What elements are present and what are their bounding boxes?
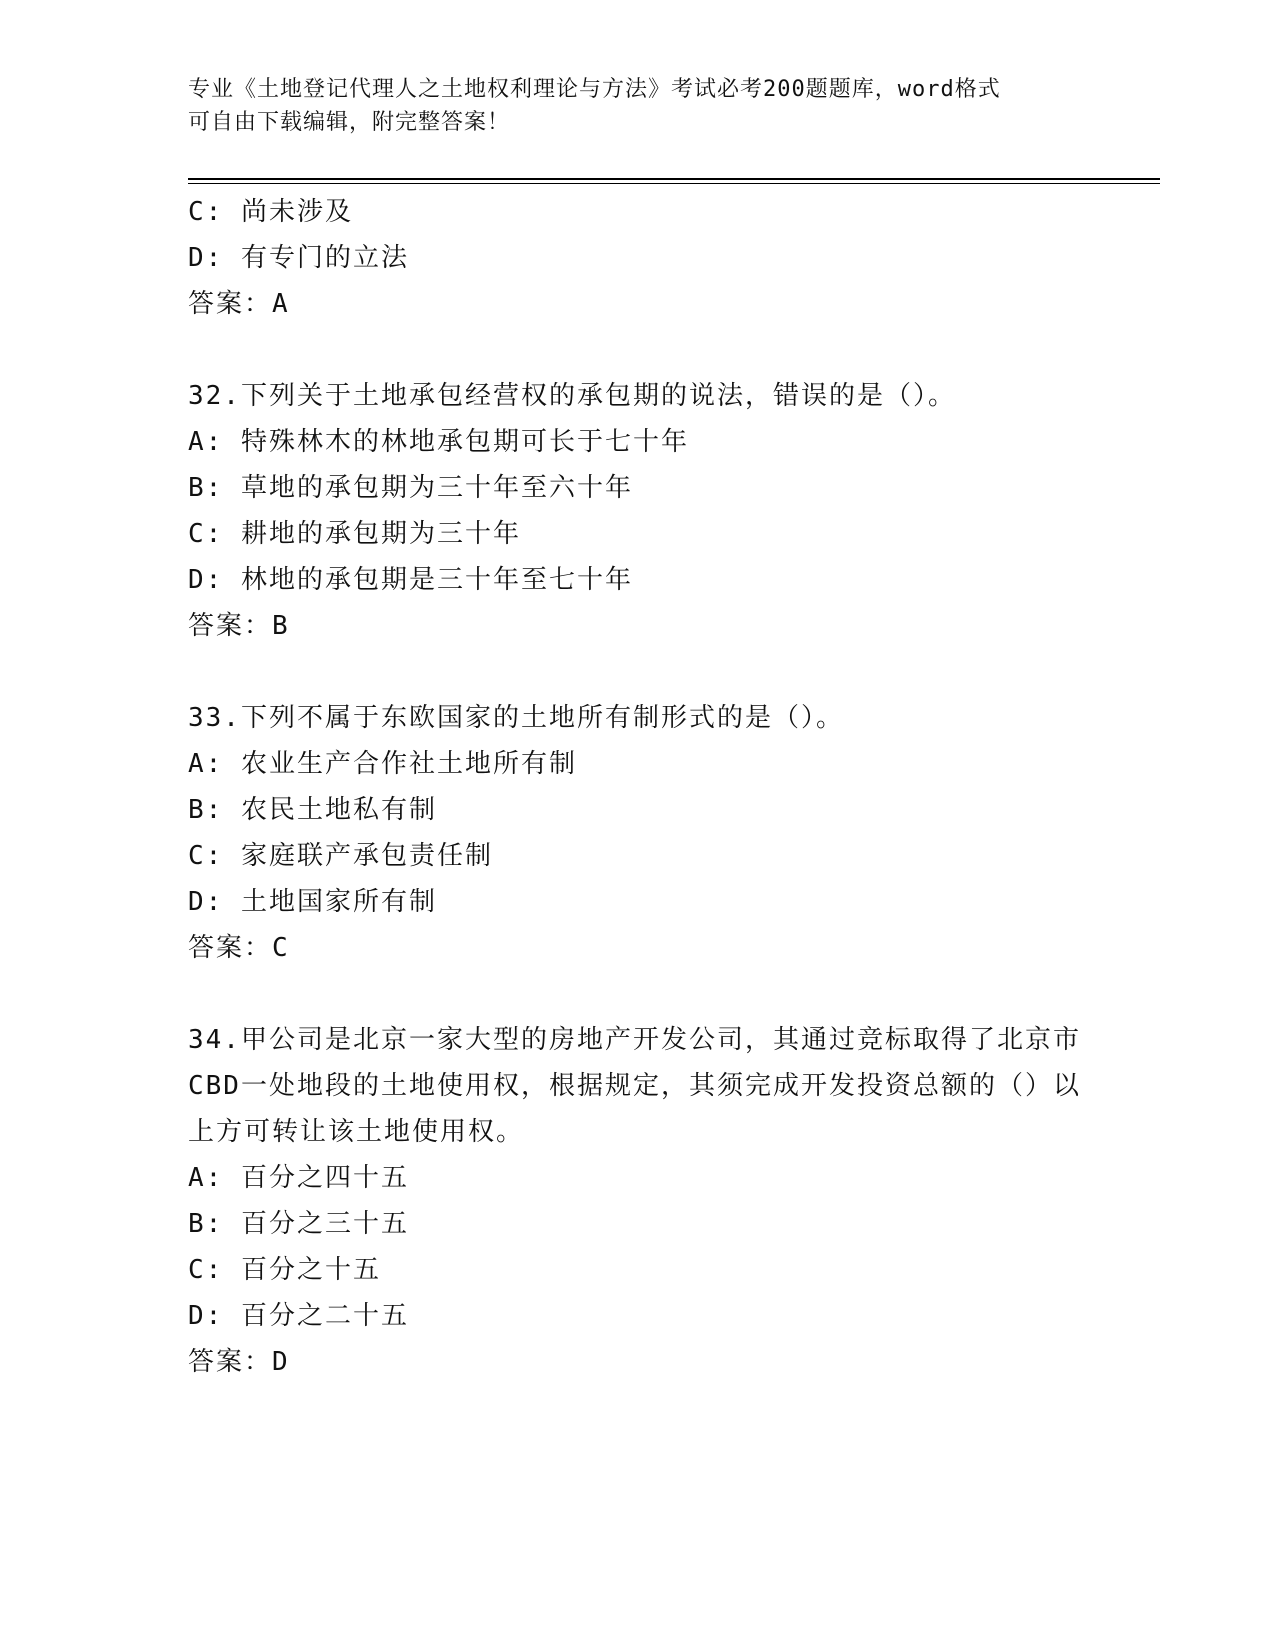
option-label: D: [188,1301,224,1331]
header-divider-thick [188,178,1160,180]
option-label: C: [188,1255,224,1285]
option-c [188,511,1088,557]
option-b [188,465,1088,511]
option-text: 尚未涉及 [240,197,353,227]
option-label: A: [188,749,224,779]
option-text: 草地的承包期为三十年至六十年 [240,473,633,503]
option-label: C: [188,841,224,871]
header-divider-thin [188,183,1160,184]
option-label: B: [188,795,224,825]
document-header [188,73,1088,139]
option-c [188,833,1088,879]
option-text: 农民土地私有制 [240,795,437,825]
option-d [188,235,1088,281]
question-34 [188,1017,1088,1385]
option-label: C: [188,519,224,549]
question-33 [188,695,1088,971]
header-title-line2: 可自由下载编辑，附完整答案！ [188,110,511,135]
option-a [188,741,1088,787]
option-text: 耕地的承包期为三十年 [240,519,521,549]
answer-line: 答案：B [188,611,290,641]
answer-line: 答案：A [188,289,290,319]
option-label: B: [188,473,224,503]
option-text: 农业生产合作社土地所有制 [240,749,577,779]
answer-line: 答案：C [188,933,290,963]
option-label: C: [188,197,224,227]
option-text: 有专门的立法 [240,243,409,273]
question-stem: 32.下列关于土地承包经营权的承包期的说法，错误的是（）。 [188,381,956,411]
option-text: 土地国家所有制 [240,887,437,917]
option-text: 百分之十五 [240,1255,381,1285]
option-text: 家庭联产承包责任制 [240,841,493,871]
answer-line: 答案：D [188,1347,290,1377]
option-text: 特殊林木的林地承包期可长于七十年 [240,427,689,457]
question-32 [188,373,1088,649]
option-d [188,1293,1088,1339]
option-label: D: [188,243,224,273]
option-label: D: [188,565,224,595]
option-d [188,557,1088,603]
previous-question-tail [188,189,1088,327]
option-a [188,419,1088,465]
question-stem: 34.甲公司是北京一家大型的房地产开发公司，其通过竞标取得了北京市CBD一处地段的土地使用权，根据规定，其须完成开发投资总额的（）以上方可转让该土地使用权。 [188,1025,1081,1147]
header-title-line1: 专业《土地登记代理人之土地权利理论与方法》考试必考200题题库，word格式 [188,77,1001,102]
question-stem: 33.下列不属于东欧国家的土地所有制形式的是（）。 [188,703,844,733]
option-label: B: [188,1209,224,1239]
option-c [188,189,1088,235]
option-d [188,879,1088,925]
option-b [188,1201,1088,1247]
option-c [188,1247,1088,1293]
option-text: 百分之四十五 [240,1163,409,1193]
option-label: A: [188,427,224,457]
document-body [188,189,1088,1385]
option-text: 百分之三十五 [240,1209,409,1239]
option-text: 林地的承包期是三十年至七十年 [240,565,633,595]
option-text: 百分之二十五 [240,1301,409,1331]
option-b [188,787,1088,833]
option-a [188,1155,1088,1201]
option-label: D: [188,887,224,917]
option-label: A: [188,1163,224,1193]
